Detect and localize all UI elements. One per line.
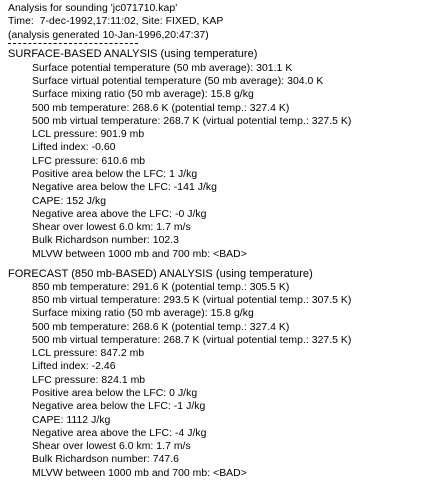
surface-line: Lifted index: -0.60 (32, 142, 116, 153)
forecast-line: 850 mb virtual temperature: 293.5 K (virtual potential temp.: 307.5 K) (32, 295, 352, 306)
surface-line: CAPE: 152 J/kg (32, 196, 107, 207)
header-line-3: (analysis generated 10-Jan-1996,20:47:37) (8, 30, 209, 41)
surface-line: Negative area above the LFC: -0 J/kg (32, 209, 207, 220)
forecast-line: 850 mb temperature: 291.6 K (potential temp.: 305.5 K) (32, 282, 290, 293)
forecast-line: Negative area above the LFC: -4 J/kg (32, 428, 207, 439)
forecast-line: Shear over lowest 6.0 km: 1.7 m/s (32, 441, 191, 452)
surface-line: Negative area below the LFC: -141 J/kg (32, 182, 217, 193)
surface-line: LFC pressure: 610.6 mb (32, 156, 146, 167)
surface-line: Positive area below the LFC: 1 J/kg (32, 169, 198, 180)
header-line-1: Analysis for sounding 'jc071710.kap' (8, 3, 178, 14)
surface-line: MLVW between 1000 mb and 700 mb: <BAD> (32, 249, 247, 260)
surface-line: Surface potential temperature (50 mb average): 301.1 K (32, 63, 293, 74)
surface-line: Shear over lowest 6.0 km: 1.7 m/s (32, 222, 191, 233)
forecast-line: 500 mb virtual temperature: 268.7 K (virtual potential temp.: 327.5 K) (32, 335, 352, 346)
forecast-line: Lifted index: -2.46 (32, 361, 116, 372)
forecast-line: Surface mixing ratio (50 mb average): 15.8 g/kg (32, 308, 254, 319)
forecast-line: 500 mb temperature: 268.6 K (potential temp.: 327.4 K) (32, 322, 290, 333)
surface-line: 500 mb virtual temperature: 268.7 K (virtual potential temp.: 327.5 K) (32, 116, 352, 127)
forecast-section-title: FORECAST (850 mb-BASED) ANALYSIS (using temperature) (8, 268, 313, 280)
surface-line: LCL pressure: 901.9 mb (32, 129, 145, 140)
forecast-line: LCL pressure: 847.2 mb (32, 348, 145, 359)
forecast-line: Negative area below the LFC: -1 J/kg (32, 401, 206, 412)
forecast-line: MLVW between 1000 mb and 700 mb: <BAD> (32, 468, 247, 479)
surface-section-title: SURFACE-BASED ANALYSIS (using temperature) (8, 48, 258, 60)
forecast-line: LFC pressure: 824.1 mb (32, 375, 146, 386)
forecast-line: CAPE: 1112 J/kg (32, 415, 111, 426)
surface-line: 500 mb temperature: 268.6 K (potential temp.: 327.4 K) (32, 103, 290, 114)
surface-line: Surface virtual potential temperature (50 mb average): 304.0 K (32, 76, 324, 87)
surface-line: Bulk Richardson number: 102.3 (32, 235, 179, 246)
header-divider (8, 43, 138, 44)
header-line-2: Time: 7-dec-1992,17:11:02, Site: FIXED, KAP (8, 16, 224, 27)
forecast-line: Bulk Richardson number: 747.6 (32, 454, 179, 465)
forecast-line: Positive area below the LFC: 0 J/kg (32, 388, 198, 399)
surface-line: Surface mixing ratio (50 mb average): 15.8 g/kg (32, 89, 254, 100)
